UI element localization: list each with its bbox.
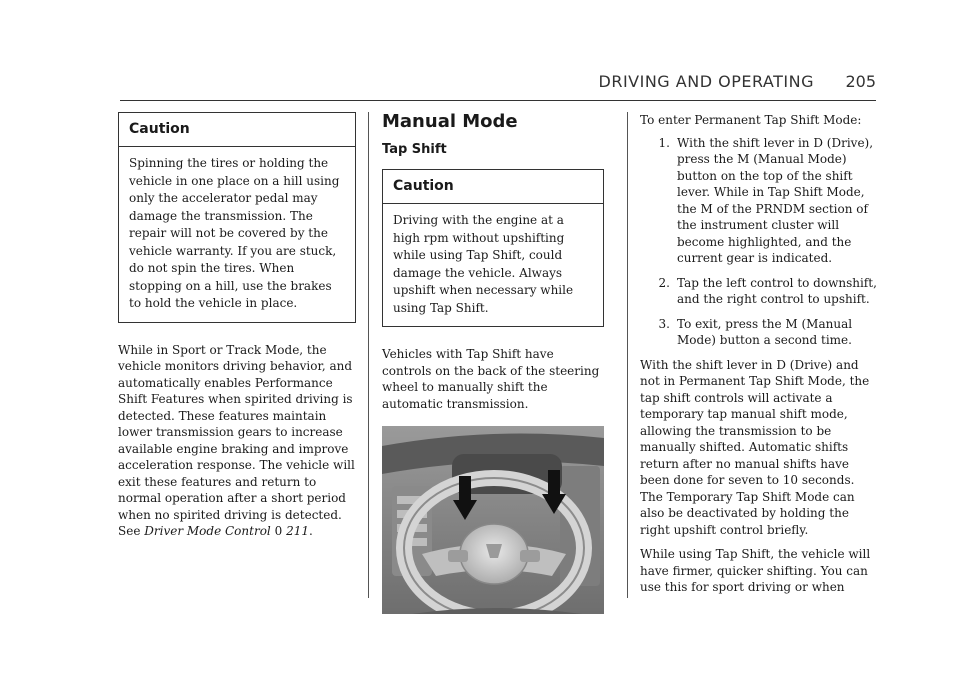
column-divider: [368, 112, 369, 598]
see-end: .: [308, 524, 313, 538]
page-header: [120, 68, 876, 101]
header-section-title: DRIVING AND OPERATING: [598, 72, 814, 91]
column-divider: [627, 112, 628, 598]
page-number: 205: [845, 72, 876, 91]
caution-title: Caution: [119, 113, 355, 147]
step-number: 1.: [658, 135, 670, 150]
body-paragraph: With the shift lever in D (Drive) and not in Permanent Tap Shift Mode, the tap shift controls will activate a temporary tap manual shift mode, allowing the transmission to be manually shifted. Automatic shifts return after no manual shifts have been done for seven to 10 seconds. The Temporary Tap Shift Mode can also be deactivated by holding the right upshift control briefly.: [640, 357, 870, 537]
section-title: Manual Mode: [382, 111, 518, 132]
steps-intro: To enter Permanent Tap Shift Mode:: [640, 113, 862, 127]
body-paragraph: Vehicles with Tap Shift have controls on the back of the steering wheel to manually shift the automatic transmission.: [382, 347, 600, 411]
caution-title: Caution: [383, 170, 603, 204]
steps-list: [640, 135, 878, 349]
cross-reference-link[interactable]: Driver Mode Control: [144, 524, 271, 538]
list-item: [640, 275, 878, 308]
step-text: Tap the left control to downshift, and the right control to upshift.: [677, 275, 877, 306]
caution-text: Spinning the tires or holding the vehicle in one place on a hill using only the accelerator pedal may damage the transmission. The repair will not be covered by the vehicle warranty. If you are stuck, do not spin the tires. When stopping on a hill, use the brakes to hold the vehicle in place.: [129, 156, 340, 310]
paragraph-text: While in Sport or Track Mode, the vehicle monitors driving behavior, and automatically enables Performance Shift Features when spirited driving is detected. These features maintain lower transmission gears to increase available engine braking and improve acceleration response. The vehicle will exit these features and return to normal operation after a short period when no spirited driving is detected.: [118, 342, 355, 522]
caution-text: Driving with the engine at a high rpm without upshifting while using Tap Shift, could damage the vehicle. Always upshift when necessary while using Tap Shift.: [393, 213, 574, 315]
steering-wheel-illustration: [382, 426, 604, 614]
cross-reference-page[interactable]: 211: [286, 524, 309, 538]
step-text: With the shift lever in D (Drive), press the M (Manual Mode) button on the top of the shift lever. While in Tap Shift Mode, the M of the PRNDM section of the instrument cluster will become highlighted, and the current gear is indicated.: [677, 135, 874, 265]
step-number: 3.: [658, 316, 670, 331]
list-item: [640, 316, 878, 349]
right-column: [640, 112, 878, 596]
body-paragraph: While using Tap Shift, the vehicle will have firmer, quicker shifting. You can use this for sport driving or when: [640, 547, 871, 594]
list-item: [640, 135, 878, 267]
page-reference-icon: 0: [274, 524, 283, 538]
step-text: To exit, press the M (Manual Mode) button a second time.: [677, 316, 853, 347]
caution-box: [118, 112, 356, 323]
subsection-title: Tap Shift: [382, 142, 447, 157]
caution-box: [382, 169, 604, 327]
left-column: [118, 112, 356, 540]
step-number: 2.: [658, 275, 670, 290]
middle-column: [382, 112, 604, 618]
see-prefix: See: [118, 524, 141, 538]
body-paragraph: [118, 342, 356, 540]
